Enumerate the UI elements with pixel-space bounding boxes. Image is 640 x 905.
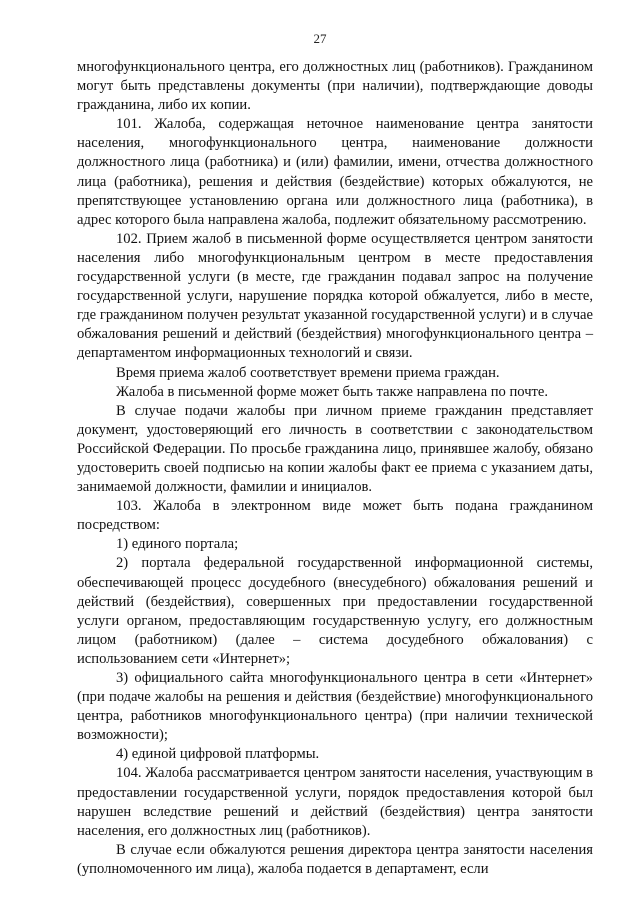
paragraph-continuation: многофункционального центра, его должностных лиц (работников). Гражданином могут быть представлены документы (при наличии), подтверждающие доводы гражданина, либо их копии. (77, 59, 593, 114)
paragraph-102: 102. Прием жалоб в письменной форме осуществляется центром занятости населения либо многофункциональным центром в месте предоставления государственной услуги (в месте, где гражданин подавал запрос на получение государственной услуги, нарушение порядка которой обжалуется, либо в месте, где гражданином получен результат указанной государственной услуги) и в случае обжалования решений и действий (бездействия) многофункционального центра – департаментом информационных технологий и связи. (77, 230, 593, 362)
paragraph-reception-time: Время приема жалоб соответствует времени приема граждан. (116, 364, 500, 381)
paragraph-director-complaint: В случае если обжалуются решения директора центра занятости населения (уполномоченного им лица), жалоба подается в департамент, если (77, 841, 593, 877)
list-item-2: 2) портала федеральной государственной информационной системы, обеспечивающей процесс досудебного (внесудебного) обжалования решений и действий (бездействия), совершенных при предоставлении государственной услуги органом, предоставляющим государственную услугу, его должностным лицом (работником) (далее – система досудебного обжалования) с использованием сети «Интернет»; (77, 555, 593, 667)
paragraph-104: 104. Жалоба рассматривается центром занятости населения, участвующим в предоставлении государственной услуги, порядок предоставления которой был нарушен вследствие решений и действий (бездействия) центра занятости населения, его должностных лиц (работников). (77, 765, 593, 839)
paragraph-mail: Жалоба в письменной форме может быть также направлена по почте. (116, 383, 549, 400)
list-item-1: 1) единого портала; (116, 536, 239, 553)
document-body (77, 58, 593, 879)
paragraph-101: 101. Жалоба, содержащая неточное наименование центра занятости населения, многофункционального центра, наименование должности должностного лица (работника) и (или) фамилии, имени, отчества должностного лица (работника), решения и действия (бездействие) которых обжалуются, не препятствующее установлению органа или должностного лица (работника), в адрес которого была направлена жалоба, подлежит обязательному рассмотрению. (77, 116, 593, 228)
list-item-4: 4) единой цифровой платформы. (116, 746, 320, 763)
paragraph-personal-reception: В случае подачи жалобы при личном приеме гражданин представляет документ, удостоверяющий его личность в соответствии с законодательством Российской Федерации. По просьбе гражданина лицо, принявшее жалобу, обязано удостоверить своей подписью на копии жалобы факт ее приема с указанием даты, занимаемой должности, фамилии и инициалов. (77, 402, 593, 496)
page-number: 27 (313, 31, 327, 46)
list-item-3: 3) официального сайта многофункционального центра в сети «Интернет» (при подаче жалобы на решения и действия (бездействие) многофункционального центра, работников многофункционального центра) (при наличии технической возможности); (77, 670, 593, 744)
paragraph-103: 103. Жалоба в электронном виде может быть подана гражданином посредством: (77, 498, 593, 534)
